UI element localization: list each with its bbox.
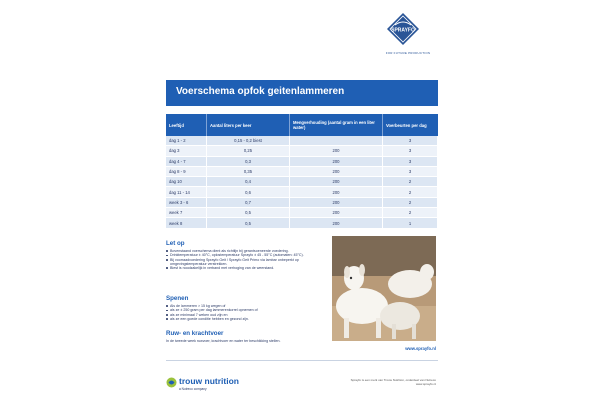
table-row: [166, 166, 438, 176]
trouw-nutrition-logo: [166, 376, 246, 394]
table-cell: 200: [290, 166, 383, 176]
list-item: Drinktemperatuur ± 40°C, oplostemperatuur Sprayfo ± 45 - 55°C (automaten: 45°C).: [166, 253, 324, 257]
table-cell: 3: [383, 146, 438, 156]
trouw-brand-sub: a Nutreco company: [179, 387, 207, 391]
table-cell: 200: [290, 187, 383, 197]
table-row: [166, 197, 438, 207]
spenen-list: [166, 304, 324, 321]
section-heading-ruw-krachtvoer: Ruw- en krachtvoer: [166, 330, 224, 337]
table-header: Mengverhouding (aantal gram in een liter water): [290, 114, 383, 136]
table-header: Voerbeurten per dag: [383, 114, 438, 136]
section-heading-spenen: Spenen: [166, 295, 189, 302]
table-cell: 0,5: [207, 208, 290, 218]
table-cell: dag 3: [166, 146, 207, 156]
table-row: [166, 156, 438, 166]
table-cell: dag 11 - 14: [166, 187, 207, 197]
table-cell: 200: [290, 146, 383, 156]
ruw-krachtvoer-text: In de tweede week ruwvoer, krachtvoer en water ter beschikking stellen.: [166, 339, 281, 343]
table-cell: 2: [383, 197, 438, 207]
document-page: [162, 8, 440, 396]
list-item: Als de lammeren > 15 kg wegen of: [166, 304, 324, 308]
table-row: [166, 136, 438, 146]
table-cell: 200: [290, 177, 383, 187]
table-cell: dag 4 - 7: [166, 156, 207, 166]
table-row: [166, 146, 438, 156]
table-cell: 0,6: [207, 187, 290, 197]
table-cell: 0,5: [207, 218, 290, 228]
sprayfo-logo: [386, 12, 420, 46]
table-cell: 200: [290, 197, 383, 207]
table-row: [166, 177, 438, 187]
table-cell: week 7: [166, 208, 207, 218]
table-cell: 3: [383, 166, 438, 176]
list-item: als ze een goede conditie hebben en gezond zijn.: [166, 317, 324, 321]
table-cell: week 3 - 6: [166, 197, 207, 207]
feeding-schedule-table: [166, 114, 438, 229]
footer-divider: [166, 360, 438, 361]
list-item: Biest is noodzakelijk in verband met verhoging van de weerstand.: [166, 266, 324, 270]
table-cell: dag 8 - 9: [166, 166, 207, 176]
brand-tagline: FOR FUTURE PRODUCTION: [385, 51, 431, 55]
table-header: Leeftijd: [166, 114, 207, 136]
table-cell: 2: [383, 177, 438, 187]
list-item: als ze ± 250 gram per dag lammerenkorrel opnemen of: [166, 308, 324, 312]
table-cell: 3: [383, 156, 438, 166]
table-cell: 200: [290, 218, 383, 228]
list-item: Bovenstaand voerschema dient als richtlijn bij gerantsoeneerde voedering.: [166, 249, 324, 253]
table-cell: 0,3: [207, 156, 290, 166]
list-item: als ze minimaal 7 weken oud zijn en: [166, 313, 324, 317]
section-heading-let-op: Let op: [166, 240, 185, 247]
footer-note-line: www.sprayfo.nl: [415, 382, 436, 386]
table-cell: 1: [383, 218, 438, 228]
trouw-swirl-icon: [166, 377, 177, 388]
website-url[interactable]: www.sprayfo.nl: [405, 346, 436, 351]
title-bar: [166, 80, 438, 106]
footer-note-line: Sprayfo is een merk van Trouw Nutrition, onderdeel van Nutreco: [350, 378, 436, 382]
table-header-row: [166, 114, 438, 136]
table-cell: 0,25: [207, 146, 290, 156]
table-cell: [290, 136, 383, 146]
table-row: [166, 187, 438, 197]
footer-note: [351, 378, 436, 386]
svg-text:SPRAYFO: SPRAYFO: [391, 27, 415, 34]
table-cell: 200: [290, 156, 383, 166]
table-cell: 200: [290, 208, 383, 218]
table-cell: 0,7: [207, 197, 290, 207]
list-item: Bij voorraadvoedering Sprayfo Geit / Sprayfo Geit Primo via lambar onbeperkt op omgevingstemperatuur verstrekken.: [166, 258, 324, 267]
table-cell: 2: [383, 187, 438, 197]
table-body: [166, 136, 438, 228]
trouw-brand-name: trouw nutrition: [179, 376, 239, 386]
goat-kids-photo: [332, 236, 436, 341]
let-op-list: [166, 249, 324, 270]
table-cell: dag 1 - 2: [166, 136, 207, 146]
table-cell: dag 10: [166, 177, 207, 187]
table-cell: 3: [383, 136, 438, 146]
table-cell: 0,4: [207, 177, 290, 187]
page-title: Voerschema opfok geitenlammeren: [176, 86, 345, 97]
table-cell: week 8: [166, 218, 207, 228]
table-cell: 0,35: [207, 166, 290, 176]
table-cell: 2: [383, 208, 438, 218]
table-header: Aantal liters per keer: [207, 114, 290, 136]
table-row: [166, 218, 438, 228]
table-cell: 0,15 - 0,2 biest: [207, 136, 290, 146]
table-row: [166, 208, 438, 218]
